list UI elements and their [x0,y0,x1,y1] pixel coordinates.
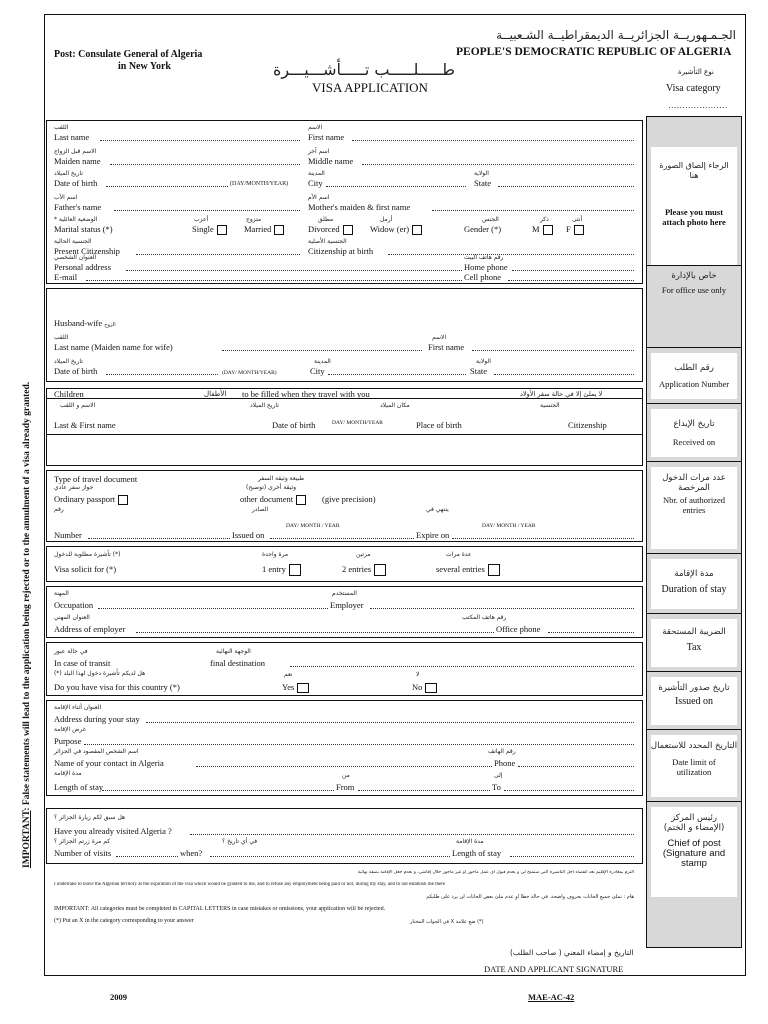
address-field[interactable] [126,262,462,271]
doc-type-arabic: طبيعة وثيقة السفر [258,475,305,482]
married-option[interactable]: Married [244,224,284,235]
final-destination-label: final destination [210,658,266,668]
no-arabic: لا [416,671,420,678]
divorced-checkbox[interactable] [343,225,353,235]
received-on-arabic: تاريخ الإيداع [673,419,715,429]
length-field[interactable] [102,782,334,791]
female-checkbox[interactable] [574,225,584,235]
length-label: Length of stay [54,782,104,792]
post-city: in New York [118,61,171,72]
signature-arabic: التاريخ و إمضاء المعني ( صاحب الطلب) [510,948,634,957]
entries-label: Nbr. of authorized entries [662,495,726,515]
republic-english: PEOPLE'S DEMOCRATIC REPUBLIC OF ALGERIA [456,46,732,58]
city-field[interactable] [326,178,466,187]
yes-arabic: نعم [284,671,293,678]
single-option[interactable]: Single [192,224,227,235]
republic-arabic: الجـمـهوريــة الجزائريــة الديمقراطيــة الشـعبيــة [496,28,736,42]
when-field[interactable] [210,848,450,857]
spouse-dob-arabic: تاريخ الميلاد [54,358,83,365]
male-arabic: ذكر [540,216,549,223]
home-phone-arabic: رقم هاتف البيت [464,254,504,261]
transit-label: In case of transit [54,658,111,668]
father-arabic: اسم الأب [54,194,78,201]
married-checkbox[interactable] [274,225,284,235]
visits-label: Number of visits [54,848,112,858]
tax-label: Tax [686,642,702,653]
single-checkbox[interactable] [217,225,227,235]
home-phone-field[interactable] [512,262,634,271]
address-label: Personal address [54,262,111,272]
transit-arabic: في حالة عبور [54,648,88,655]
visited-label: Have you already visited Algeria ? [54,826,172,836]
office-phone-arabic: رقم هاتف المكتب [462,614,507,621]
children-col-citizen-arabic: الجنسية [540,402,560,409]
contact-label: Name of your contact in Algeria [54,758,164,768]
address-arabic: العنوان الشخصي [54,254,97,261]
spouse-state-arabic: الولاية [476,358,491,365]
stay-address-label: Address during your stay [54,714,140,724]
divorced-option[interactable]: Divorced [308,224,353,235]
issued-arabic: تاريخ صدور التأشيرة [658,683,730,693]
gender-arabic: الجنس [482,216,499,223]
citizenship-field[interactable] [136,246,300,255]
issued-format: DAY/ MONTH / YEAR [286,523,340,529]
citizenship-birth-arabic: الجنسية الأصلية [308,238,347,245]
expire-format: DAY/ MONTH / YEAR [482,523,536,529]
undertake-arabic: ألتزم بمغادرة الإقليم بعد انقضاء أجل التأشيرة التي ستمنح لي و بعدم قبول أي عمل مأجور أو غير مأجور خلال إقامتي، و بعدم جعل الإقامة بصفة نهائية [357,870,634,875]
children-col-name: Last & First name [54,420,116,430]
children-arabic: الأطفال [204,390,227,398]
employer-field[interactable] [370,600,634,609]
photo-instruction: Please you must attach photo here [662,207,726,227]
entry-2-checkbox[interactable] [374,564,386,576]
when-arabic: في أي تاريخ ؟ [222,838,258,845]
have-visa-label: Do you have visa for this country (*) [54,682,180,692]
spouse-dob-format: (DAY/ MONTH/YEAR) [222,370,277,376]
form-year: 2009 [110,992,127,1002]
when-label: when? [180,848,203,858]
home-phone-label: Home phone [464,262,508,272]
chief-label: Chief of post (Signature and stamp [662,838,726,869]
mother-arabic: اسم الأم [308,194,330,201]
last-name-arabic: اللقب [54,124,69,131]
signature-label: DATE AND APPLICANT SIGNATURE [484,964,624,974]
entry-several-arabic: عدة مرات [446,551,472,558]
put-x-note: (*) Put an X in the category corresponding to your answer [54,918,194,924]
spouse-city-field[interactable] [328,366,466,375]
occupation-field[interactable] [98,600,328,609]
post-line: Post: Consulate General of Algeria [54,49,203,60]
entry-1-checkbox[interactable] [289,564,301,576]
from-arabic: من [342,772,350,779]
doc-expire-field[interactable] [452,530,634,539]
spouse-state-label: State [470,366,487,376]
visit-length-arabic: مدة الإقامة [456,838,484,845]
ordinary-passport-checkbox[interactable] [118,495,128,505]
no-checkbox[interactable] [425,683,437,693]
stay-phone-arabic: رقم الهاتف [488,748,516,755]
widow-checkbox[interactable] [412,225,422,235]
middle-label: Middle name [308,156,354,166]
visa-category-dots: ………………… [668,100,728,110]
employer-arabic: المستخدم [332,590,357,597]
cell-field[interactable] [508,272,634,281]
children-note: to be filled when they travel with you [242,389,370,399]
children-note-arabic: لا يملئ إلا في حالة سفر الأولاد [520,390,603,398]
duration-label: Duration of stay [661,584,727,595]
widow-arabic: أرمل [380,216,393,223]
last-name-field[interactable] [100,132,300,141]
expire-on-arabic: ينتهي في [426,506,449,513]
from-field[interactable] [358,782,490,791]
doc-type-label: Type of travel document [54,474,138,484]
spouse-city-arabic: المدينة [314,358,331,365]
chief-arabic: رئيس المركز (الإمضاء و الختم) [663,813,725,833]
have-visa-arabic: هل لديكم تأشيرة دخول لهذا البلد (*) [54,670,146,677]
husband-label: Husband-wife الزوج [54,318,116,328]
spouse-last-label: Last name (Maiden name for wife) [54,342,173,352]
spouse-city-label: City [310,366,325,376]
children-label: Children [54,389,84,399]
office-phone-label: Office phone [496,624,541,634]
photo-arabic: الرجاء إلصاق الصورة هنا [659,161,729,180]
entry-several-checkbox[interactable] [488,564,500,576]
visited-arabic: هل سبق لكم زيارة الجزائر ؟ [54,814,126,821]
visit-length-label: Length of stay [452,848,502,858]
cell-label: Cell phone [464,272,502,282]
received-on-label: Received on [672,437,716,447]
maiden-label: Maiden name [54,156,101,166]
purpose-label: Purpose [54,736,82,746]
middle-field[interactable] [362,156,634,165]
number-arabic: رقم [54,506,64,513]
doc-number-field[interactable] [88,530,230,539]
dob-field[interactable] [106,178,228,187]
issued-label: Issued on [674,696,714,707]
application-number-label: Application Number [658,379,730,389]
marital-arabic: الوضعية العائلية * [54,216,98,223]
single-arabic: أعزب [194,216,209,223]
office-phone-field[interactable] [548,624,634,633]
spouse-last-field[interactable] [222,342,422,351]
contact-arabic: اسم الشخص المقصود في الجزائر [54,748,139,755]
ordinary-passport-option[interactable]: Ordinary passport [54,494,128,505]
entry-1-arabic: مرة واحدة [262,551,289,558]
important-side-note: IMPORTANT: False statements will lead to the application being rejected or to the annulment of a visa already granted. [22,381,32,868]
doc-issued-label: Issued on [232,530,265,540]
children-col-place-arabic: مكان الميلاد [380,402,410,409]
visits-arabic: كم مرة زرتم الجزائر ؟ [54,838,111,845]
office-use-label: For office use only [661,285,727,295]
male-checkbox[interactable] [543,225,553,235]
city-label: City [308,178,323,188]
important-arabic: هام : تملئ جميع الخانات بحروف واضحة. في حالة خطأ أو عدم ملئ بعض الخانات لن يرد على طلبكم [426,894,634,900]
spouse-state-field[interactable] [494,366,634,375]
spouse-first-field[interactable] [472,342,634,351]
purpose-field[interactable] [84,736,634,745]
application-number-arabic: رقم الطلب [674,363,714,373]
children-col-place: Place of birth [416,420,462,430]
gender-label: Gender (*) [464,224,502,234]
yes-checkbox[interactable] [297,683,309,693]
widow-option[interactable]: Widow (er) [370,224,422,235]
maiden-field[interactable] [110,156,300,165]
no-option[interactable]: No [412,682,437,693]
entry-2-option[interactable]: 2 entries [342,564,386,576]
important-text: IMPORTANT: All categories must be completed in CAPITAL LETTERS in case mistakes or omissions, your application will be rejected. [54,906,386,912]
limit-arabic: التاريخ المحدد للاستعمال [650,741,738,751]
first-name-arabic: الاسم [308,124,323,131]
solicit-label: Visa solicit for (*) [54,564,117,574]
children-col-citizen: Citizenship [568,420,607,430]
to-label: To [492,782,501,792]
stay-phone-label: Phone [494,758,516,768]
first-name-field[interactable] [352,132,634,141]
employer-label: Employer [330,600,364,610]
maiden-arabic: الاسم قبل الزواج [54,148,97,155]
female-option[interactable]: F [566,224,584,235]
other-doc-arabic: وثيقة أخرى (توضيح) [246,484,297,491]
duration-arabic: مدة الإقامة [674,569,714,579]
state-field[interactable] [498,178,634,187]
ordinary-arabic: جواز سفر عادي [54,484,94,491]
email-field[interactable] [86,272,462,281]
divorced-arabic: مطلق [318,216,334,223]
father-label: Father's name [54,202,102,212]
mother-field[interactable] [432,202,634,211]
stay-address-field[interactable] [146,714,634,723]
citizenship-label: Present Citizenship [54,246,120,256]
employer-address-field[interactable] [136,624,494,633]
from-label: From [336,782,355,792]
entry-several-option[interactable]: several entries [436,564,500,576]
put-x-arabic: (*) ضع علامة X في الجواب المختار [410,919,484,925]
visa-application-arabic: طـــــلـــــب تـــــأشـــيـــرة [272,60,456,79]
children-col-dob-arabic: تاريخ الميلاد [250,402,279,409]
spouse-first-label: First name [428,342,465,352]
last-name-label: Last name [54,132,90,142]
occupation-arabic: المهنة [54,590,69,597]
final-destination-field[interactable] [290,658,634,667]
undertake-text: I undertake to leave the Algerian territory at the expiration of the visa which would be granted to me, and to refuse any employment being paid or not, during my stay, and to not establish me there [54,882,446,887]
mother-label: Mother's maiden & first name [308,202,411,212]
entry-1-option[interactable]: 1 entry [262,564,301,576]
visited-field[interactable] [190,826,634,835]
citizenship-arabic: الجنسية الحالية [54,238,92,245]
issued-on-arabic: الصادر [252,506,269,513]
male-option[interactable]: M [532,224,553,235]
employer-address-label: Address of employer [54,624,126,634]
state-arabic: الولاية [474,170,489,177]
other-doc-option[interactable]: other document [240,494,306,505]
purpose-arabic: غرض الإقامة [54,726,86,733]
marital-label: Marital status (*) [54,224,113,234]
middle-arabic: اسم آخر [308,148,330,155]
children-col-dob-format: DAY/ MONTH/YEAR [332,420,383,426]
state-label: State [474,178,491,188]
visa-category-label: Visa category [666,83,721,94]
visa-application-english: VISA APPLICATION [312,80,428,95]
to-field[interactable] [504,782,634,791]
children-col-name-arabic: الاسم و اللقب [60,402,96,409]
doc-expire-label: Expire on [416,530,450,540]
contact-field[interactable] [196,758,492,767]
tax-arabic: الضريبة المستحقة [662,627,726,637]
office-use-arabic: خاص بالإدارة [671,271,717,281]
dob-arabic: تاريخ الميلاد [54,170,83,177]
spouse-first-arabic: الاسم [432,334,447,341]
first-name-label: First name [308,132,345,142]
citizenship-birth-field[interactable] [388,246,634,255]
to-arabic: إلى [494,772,503,779]
limit-label: Date limit of utilization [672,757,716,777]
children-col-dob: Date of birth [272,420,316,430]
dob-label: Date of birth [54,178,98,188]
visit-length-field[interactable] [510,848,634,857]
citizenship-birth-label: Citizenship at birth [308,246,374,256]
spouse-dob-field[interactable] [106,366,218,375]
yes-option[interactable]: Yes [282,682,309,693]
office-sidebar [646,116,742,948]
spouse-dob-label: Date of birth [54,366,98,376]
email-label: E-mail [54,272,78,282]
doc-issued-field[interactable] [270,530,414,539]
stay-address-arabic: العنوان أثناء الإقامة [54,704,102,711]
occupation-label: Occupation [54,600,94,610]
precision-label: (give precision) [322,494,376,504]
length-arabic: مدة الإقامة [54,770,82,777]
spouse-last-arabic: اللقب [54,334,69,341]
form-code: MAE-AC-42 [528,992,575,1002]
female-arabic: أنثى [572,216,583,223]
other-doc-checkbox[interactable] [296,495,306,505]
visits-field[interactable] [116,848,178,857]
doc-number-label: Number [54,530,82,540]
employer-address-arabic: العنوان المهني [54,614,90,621]
solicit-arabic: (*) تأشيرة مطلوبة للدخول [54,551,121,558]
stay-phone-field[interactable] [518,758,634,767]
entries-arabic: عدد مرات الدخول المرخصة [662,473,726,493]
dob-format: (DAY/MONTH/YEAR) [230,181,289,187]
city-arabic: المدينة [308,170,325,177]
visa-category-arabic: نوع التأشيرة [678,68,714,76]
father-field[interactable] [114,202,300,211]
entry-2-arabic: مرتين [356,551,371,558]
final-destination-arabic: الوجهة النهائية [216,648,251,655]
married-arabic: متزوج [246,216,262,223]
